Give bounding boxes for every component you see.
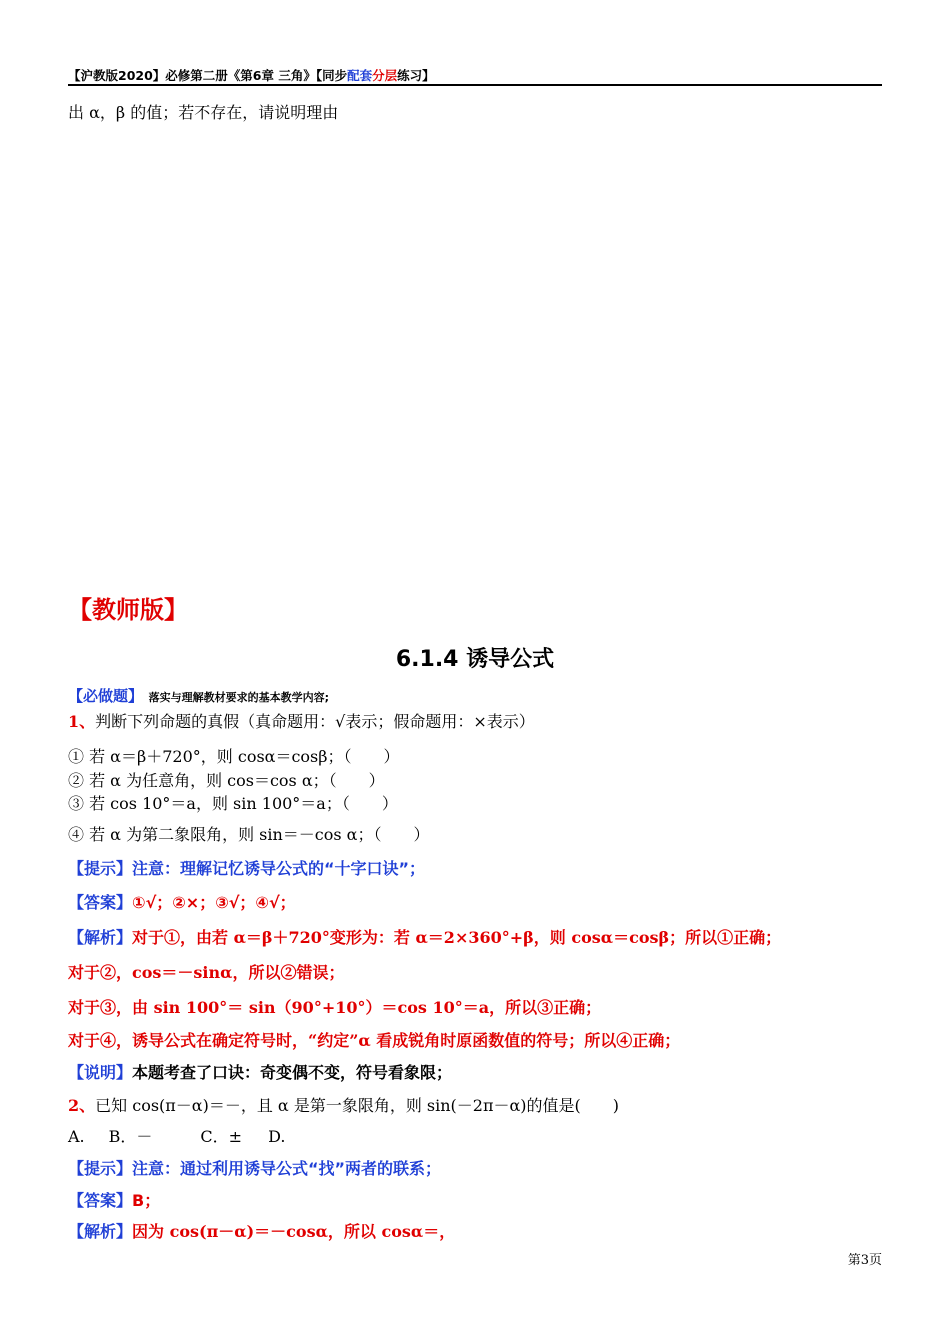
- question-1-text: 判断下列命题的真假（真命题用：√表示；假命题用：×表示）: [95, 712, 535, 731]
- must-do-description: 落实与理解教材要求的基本教学内容;: [148, 691, 329, 704]
- q2-option-a: A.: [68, 1127, 85, 1146]
- q2-analysis-text: 因为 cos(π－α)＝－cosα，所以 cosα＝，: [132, 1222, 456, 1241]
- question-1-number: 1、: [68, 712, 96, 731]
- header-highlight-red: 分层: [372, 68, 398, 83]
- q1-analysis-1: [68, 925, 781, 948]
- q2-hint-label: 【提示】: [68, 1159, 133, 1178]
- question-2-text: 已知 cos(π－α)＝－，且 α 是第一象限角，则 sin(－2π－α)的值是( ): [95, 1096, 620, 1115]
- q1-item-1: ① 若 α＝β＋720°，则 cosα＝cosβ；（ ）: [68, 747, 400, 766]
- q1-note-label: 【说明】: [68, 1063, 133, 1082]
- q2-option-b: B．－: [108, 1127, 153, 1146]
- q1-item-3: ③ 若 cos 10°＝a，则 sin 100°＝a；（ ）: [68, 794, 398, 813]
- page-header: [68, 66, 882, 84]
- q2-analysis: [68, 1219, 455, 1242]
- question-2-number: 2、: [68, 1096, 96, 1115]
- header-divider: [68, 84, 882, 86]
- q2-option-c: C．±: [200, 1127, 243, 1146]
- q1-answer-label: 【答案】: [68, 893, 133, 912]
- question-2-stem: [68, 1093, 619, 1116]
- q2-option-d: D.: [268, 1127, 286, 1146]
- q1-hint: [68, 856, 425, 879]
- teacher-edition-label: 【教师版】: [68, 596, 188, 624]
- q2-options: [68, 1124, 285, 1147]
- intro-line: 出 α，β 的值；若不存在，请说明理由: [68, 103, 339, 122]
- question-1-stem: [68, 709, 535, 732]
- q1-answer-text: ①√；②×；③√；④√；: [132, 893, 296, 912]
- q1-hint-text: 注意：理解记忆诱导公式的“十字口诀”；: [132, 859, 426, 878]
- header-title: 【沪教版2020】必修第二册《第6章 三角》【同步: [68, 68, 348, 83]
- q2-answer: [68, 1188, 160, 1211]
- header-title-end: 练习】: [397, 68, 435, 83]
- q1-note: [68, 1060, 452, 1083]
- q2-analysis-label: 【解析】: [68, 1222, 133, 1241]
- q2-answer-text: B；: [132, 1191, 161, 1210]
- q1-hint-label: 【提示】: [68, 859, 133, 878]
- q1-analysis-4: 对于④，诱导公式在确定符号时，“约定”α 看成锐角时原函数值的符号；所以④正确；: [68, 1031, 681, 1050]
- q1-item-2: ② 若 α 为任意角，则 cos＝cos α；（ ）: [68, 771, 385, 790]
- q1-analysis-label: 【解析】: [68, 928, 133, 947]
- must-do-tag: 【必做题】: [68, 687, 144, 705]
- q1-analysis-3: 对于③，由 sin 100°＝ sin（90°+10°）＝cos 10°＝a，所以③正确；: [68, 998, 602, 1017]
- q2-answer-label: 【答案】: [68, 1191, 133, 1210]
- q1-analysis-2: 对于②，cos＝－sinα，所以②错误；: [68, 963, 345, 982]
- q1-answer: [68, 890, 296, 913]
- must-do-heading: [68, 685, 329, 706]
- header-highlight-blue: 配套: [347, 68, 373, 83]
- q1-note-text: 本题考查了口诀：奇变偶不变，符号看象限；: [132, 1063, 453, 1082]
- q2-hint-text: 注意：通过利用诱导公式“找”两者的联系；: [132, 1159, 442, 1178]
- q2-hint: [68, 1156, 441, 1179]
- q1-item-4: ④ 若 α 为第二象限角，则 sin＝－cos α；（ ）: [68, 825, 430, 844]
- section-title: 6.1.4 诱导公式: [395, 647, 555, 672]
- page-number: 第3页: [847, 1253, 882, 1268]
- q1-analysis-text-1: 对于①，由若 α＝β＋720°变形为：若 α＝2×360°+β，则 cosα＝cosβ；所以①正确；: [132, 928, 782, 947]
